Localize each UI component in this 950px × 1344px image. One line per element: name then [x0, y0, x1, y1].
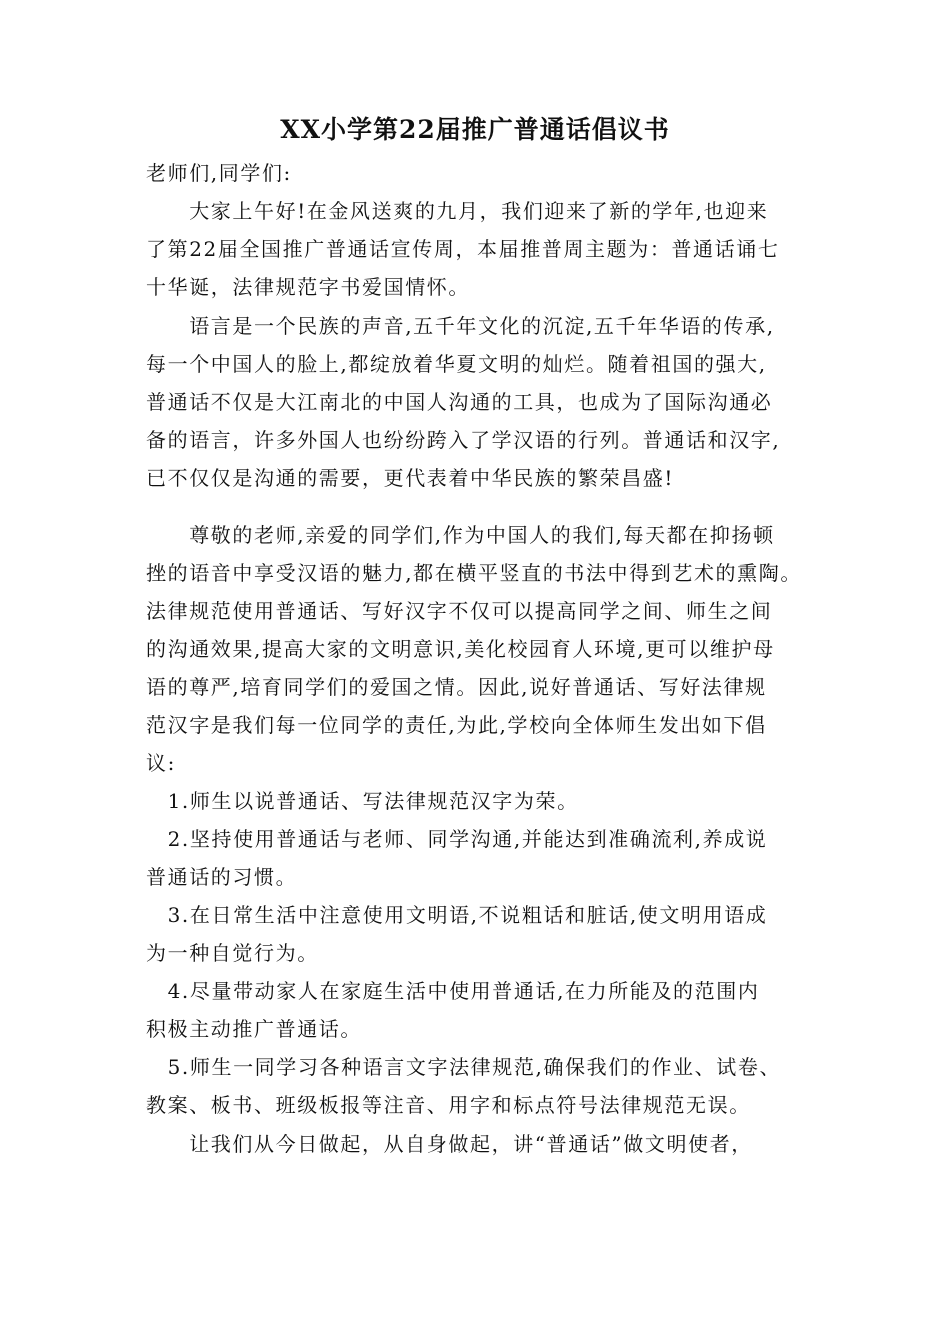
- text-line: 大家上午好!在金风送爽的九月，我们迎来了新的学年,也迎来: [146, 199, 769, 223]
- text-line: 法律规范使用普通话、写好汉字不仅可以提高同学之间、师生之间: [146, 599, 773, 623]
- list-item: 4.尽量带动家人在家庭生活中使用普通话,在力所能及的范围内: [146, 979, 760, 1003]
- list-item-continuation: 教案、板书、班级板报等注音、用字和标点符号法律规范无误。: [146, 1093, 751, 1117]
- list-item: 3.在日常生活中注意使用文明语,不说粗话和脏话,使文明用语成: [146, 903, 768, 927]
- text-line: 议:: [146, 751, 176, 775]
- list-item-continuation: 普通话的习惯。: [146, 865, 298, 889]
- list-item-continuation: 积极主动推广普通话。: [146, 1017, 362, 1041]
- text-line: 已不仅仅是沟通的需要，更代表着中华民族的繁荣昌盛!: [146, 466, 675, 490]
- text-line: 了第22届全国推广普通话宣传周，本届推普周主题为：普通话诵七: [146, 237, 780, 261]
- text-line: 普通话不仅是大江南北的中国人沟通的工具，也成为了国际沟通必: [146, 390, 773, 414]
- list-item: 2.坚持使用普通话与老师、同学沟通,并能达到准确流利,养成说: [146, 827, 768, 851]
- text-line: 范汉字是我们每一位同学的责任,为此,学校向全体师生发出如下倡: [146, 713, 767, 737]
- list-item: 1.师生以说普通话、写法律规范汉字为荣。: [146, 789, 579, 813]
- text-line: 挫的语音中享受汉语的魅力,都在横平竖直的书法中得到艺术的熏陶。: [146, 561, 802, 585]
- text-line: 语的尊严,培育同学们的爱国之情。因此,说好普通话、写好法律规: [146, 675, 767, 699]
- list-item: 5.师生一同学习各种语言文字法律规范,确保我们的作业、试卷、: [146, 1055, 782, 1079]
- text-line: 让我们从今日做起，从自身做起，讲“普通话”做文明使者，: [146, 1132, 753, 1156]
- text-line: 每一个中国人的脸上,都绽放着华夏文明的灿烂。随着祖国的强大,: [146, 352, 767, 376]
- text-line: 尊敬的老师,亲爱的同学们,作为中国人的我们,每天都在抑扬顿: [146, 523, 775, 547]
- list-item-continuation: 为一种自觉行为。: [146, 941, 319, 965]
- text-line: 的沟通效果,提高大家的文明意识,美化校园育人环境,更可以维护母: [146, 637, 775, 661]
- text-line: 语言是一个民族的声音,五千年文化的沉淀,五千年华语的传承,: [146, 314, 775, 338]
- document-title: XX小学第22届推广普通话倡议书: [280, 115, 670, 144]
- text-line: 十华诞，法律规范字书爱国情怀。: [146, 275, 470, 299]
- text-line: 备的语言，许多外国人也纷纷跨入了学汉语的行列。普通话和汉字,: [146, 428, 781, 452]
- text-line-salutation: 老师们,同学们:: [146, 161, 292, 185]
